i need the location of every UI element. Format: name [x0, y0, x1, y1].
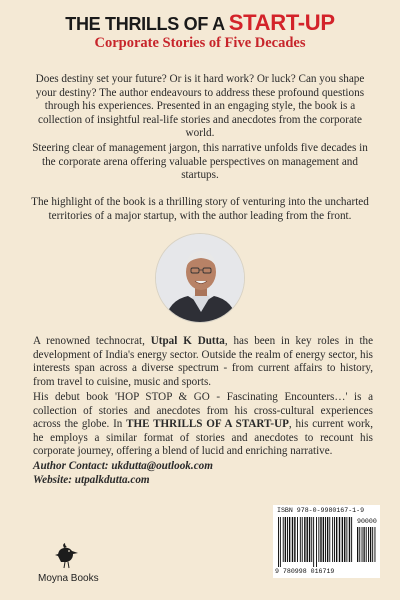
bio-text: His debut book 'HOP STOP & GO - Fascinating Encounters…' is a collection of stories and anecdotes from his cross-cultural experiences across the globe. In [33, 391, 373, 431]
blurb-paragraph-1: Does destiny set your future? Or is it hard work? Or luck? Can you shape your destiny? The author endeavours to address these profound questions through his experiences. Presented in an engaging style, the book is a collection of insightful real-life stories and anecdotes from the corporate world. [35, 73, 365, 140]
isbn-number: ISBN 978-0-9980167-1-9 [277, 507, 365, 514]
book-subtitle: Corporate Stories of Five Decades [94, 35, 306, 51]
author-bio-paragraph-1 [33, 335, 373, 389]
blurb-paragraph-3: The highlight of the book is a thrilling story of venturing into the uncharted territories of a major startup, with the author leading from the front. [31, 196, 369, 222]
author-bio-paragraph-2 [33, 391, 373, 459]
author-website: Website: utpalkdutta.com [33, 474, 150, 486]
publisher-name: Moyna Books [38, 573, 99, 584]
author-name: Utpal K Dutta [150, 335, 225, 347]
bio-text: , his current work, he employs a similar format of stories and anecdotes to recount his corporate journey, offering a blend of lucid and enriching narrative. [33, 418, 373, 458]
barcode-digits: 9 780998 016719 [275, 568, 335, 575]
author-contact: Author Contact: ukdutta@outlook.com [33, 460, 213, 472]
bird-icon [52, 540, 80, 575]
blurb-paragraph-2: Steering clear of management jargon, this narrative unfolds five decades in the corporate arena offering valuable perspectives on management and startups. [32, 142, 368, 182]
isbn-barcode [273, 505, 380, 578]
barcode-bars [278, 517, 354, 567]
bio-text: , has been in key roles in the development of India's energy sector. Outside the realm of energy sector, his interests span across a diverse spectrum - from current affairs to history, from travel to cuisine, music and sports. [33, 335, 373, 388]
book-title [0, 10, 400, 36]
barcode-addon-bars [357, 527, 377, 567]
title-part-2: START-UP [228, 10, 335, 35]
bio-text: A renowned technocrat, [33, 335, 151, 347]
price-code: 90000 [357, 518, 377, 525]
author-photo [155, 233, 245, 323]
title-part-1: THE THRILLS OF A [65, 14, 225, 34]
book-title-inline: THE THRILLS OF A START-UP [126, 418, 289, 431]
